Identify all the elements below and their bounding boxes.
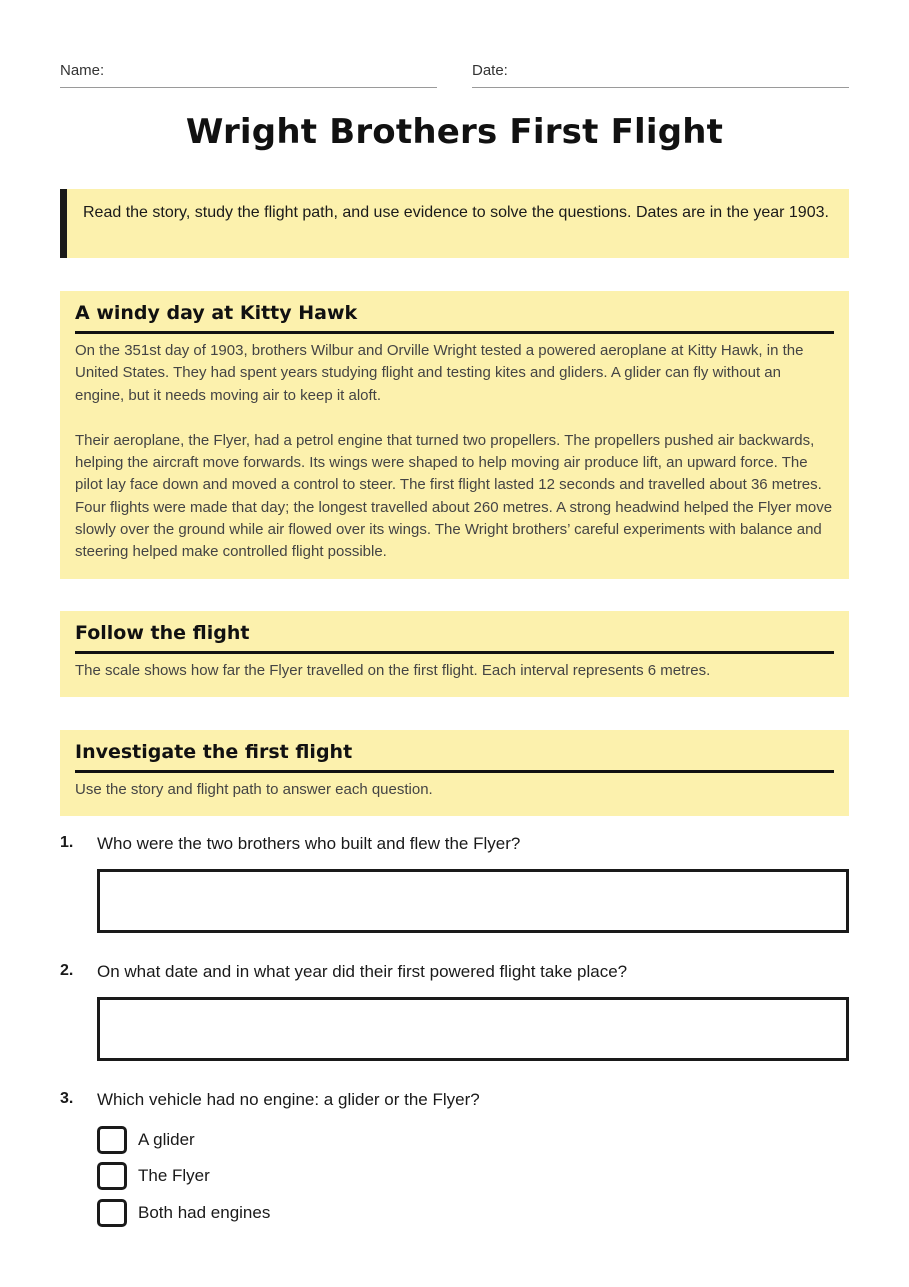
story-section xyxy=(60,291,849,579)
investigate-heading: Investigate the first flight xyxy=(75,741,834,773)
date-label: Date: xyxy=(472,62,508,79)
option-label: Both had engines xyxy=(138,1203,271,1222)
question-text: Who were the two brothers who built and flew the Flyer? xyxy=(97,834,521,853)
name-label: Name: xyxy=(60,62,105,79)
page-title: Wright Brothers First Flight xyxy=(185,112,724,152)
date-field[interactable] xyxy=(472,60,849,88)
question-text: Which vehicle had no engine: a glider or the Flyer? xyxy=(97,1090,480,1109)
story-paragraph-1: On the 351st day of 1903, brothers Wilbur and Orville Wright tested a powered aeroplane at Kitty Hawk, in the United States. They had spent years studying flight and testing kites and gliders. A glider can fly without an engine, but it needs moving air to keep it aloft. xyxy=(75,342,804,404)
question-number: 2. xyxy=(60,962,74,979)
option-the-flyer[interactable] xyxy=(97,1161,210,1191)
investigate-section xyxy=(60,730,849,816)
option-label: A glider xyxy=(138,1130,195,1149)
answer-box-2[interactable] xyxy=(97,997,849,1061)
answer-box-1[interactable] xyxy=(97,869,849,933)
checkbox[interactable] xyxy=(97,1199,127,1227)
checkbox[interactable] xyxy=(97,1126,127,1154)
checkbox[interactable] xyxy=(97,1162,127,1190)
investigate-text: Use the story and flight path to answer each question. xyxy=(75,781,433,798)
intro-callout: Read the story, study the flight path, and use evidence to solve the questions. Dates are in the year 1903. xyxy=(60,189,849,258)
story-paragraph-2: Their aeroplane, the Flyer, had a petrol engine that turned two propellers. The propellers pushed air backwards, helping the aircraft move forwards. Its wings were shaped to help moving air produce lift, an upward force. The pilot lay face down and moved a control to steer. The first flight lasted 12 seconds and travelled about 36 metres. Four flights were made that day; the longest travelled about 260 metres. A strong headwind helped the Flyer move slowly over the ground while air flowed over its wings. The Wright brothers’ careful experiments with balance and steering helped make controlled flight possible. xyxy=(75,431,833,561)
option-a-glider[interactable] xyxy=(97,1125,195,1155)
flight-text: The scale shows how far the Flyer travelled on the first flight. Each interval represents 6 metres. xyxy=(75,662,711,679)
question-number: 3. xyxy=(60,1090,74,1107)
option-both-had-engines[interactable] xyxy=(97,1198,270,1228)
question-number: 1. xyxy=(60,834,74,851)
option-label: The Flyer xyxy=(138,1166,210,1185)
question-text: On what date and in what year did their first powered flight take place? xyxy=(97,962,628,981)
story-heading: A windy day at Kitty Hawk xyxy=(75,302,834,334)
flight-section xyxy=(60,611,849,697)
flight-heading: Follow the flight xyxy=(75,622,834,654)
header-fields xyxy=(60,60,849,88)
name-field[interactable] xyxy=(60,60,437,88)
